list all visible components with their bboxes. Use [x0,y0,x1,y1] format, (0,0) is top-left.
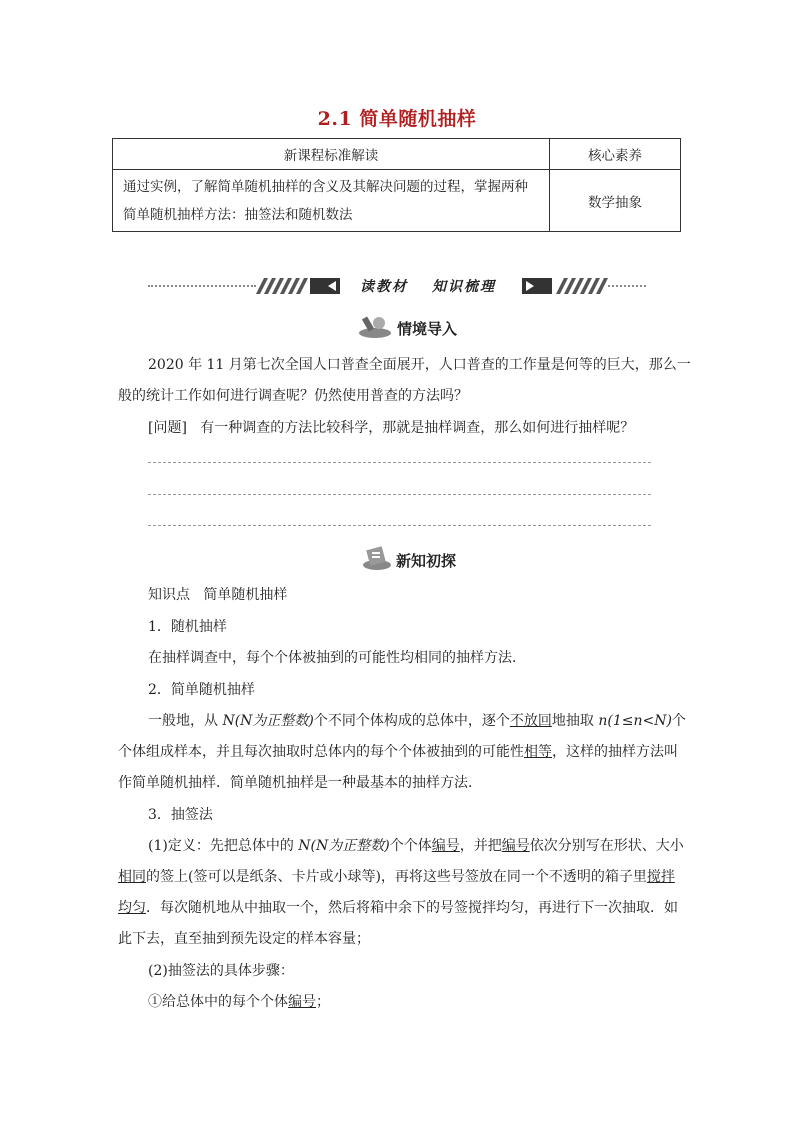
standards-table [112,138,681,232]
underlined-term: 相等 [524,744,552,760]
lottery-line-4: 此下去，直至抽到预先设定的样本容量； [118,931,370,947]
answer-line-1 [148,462,651,463]
text-segment: 个个体 [389,838,432,854]
underlined-term: 编号 [288,994,316,1010]
underlined-term: 编号 [431,838,460,854]
table-cell-literacy: 数学抽象 [550,170,681,232]
text-segment: ，这样的抽样方法叫 [552,744,678,760]
intro-para-line-1: 2020 年 11 月第七次全国人口普查全面展开，人口普查的工作量是何等的巨大，那么一 [148,357,691,373]
text-segment: 一般地，从 [148,713,223,729]
text-segment: 地抽取 [551,713,599,729]
text-segment: 个 [671,713,686,729]
text-segment: 个体组成样本，并且每次抽取时总体内的每个个体被抽到的可能性 [118,744,524,760]
knowledge-point-label: 知识点 [148,587,190,603]
standards-line-1: 通过实例，了解简单随机抽样的含义及其解决问题的过程，掌握两种 [123,178,528,195]
subhead-simple-random-sampling: 2．简单随机抽样 [148,682,255,698]
simple-sampling-line-1 [148,710,686,730]
knowledge-point [148,584,287,604]
text-segment: ．每次随机地从中抽取一个，然后将箱中余下的号签搅拌均匀，再进行下一次抽取．如 [146,900,678,916]
text-segment: 的签上(签可以是纸条、卡片或小球等)，再将这些号签放在同一个不透明的箱子里 [146,869,647,885]
text-segment: ，并把 [459,838,502,854]
random-sampling-text: 在抽样调查中，每个个体被抽到的可能性均相同的抽样方法． [148,650,526,666]
answer-line-3 [148,525,651,526]
lottery-line-1 [148,835,684,855]
banner-dotline-right [608,285,646,287]
text-segment: 依次分别写在形状、大小 [529,838,684,854]
standards-line-2: 简单随机抽样方法：抽签法和随机数法 [123,206,353,223]
subhead-random-sampling: 1．随机抽样 [148,619,227,635]
underlined-term: 均匀 [118,900,146,916]
question-text: 有一种调查的方法比较科学，那就是抽样调查，那么如何进行抽样呢？ [200,420,635,436]
new-knowledge-icon [362,545,392,571]
section-heading-scenario: 情境导入 [397,320,458,338]
formula-N: N(N为正整数) [298,838,390,854]
question-line [148,417,634,437]
underlined-term: 相同 [118,869,146,885]
scenario-icon [357,313,393,339]
lottery-step-1 [148,991,330,1011]
formula-N: N(N为正整数) [222,713,314,729]
lottery-steps-heading: (2)抽签法的具体步骤： [148,963,294,979]
page-title: 2.1 简单随机抽样 [317,108,477,130]
formula-n: n(1≤n<N) [598,713,672,729]
intro-para-line-2: 般的统计工作如何进行调查呢？仍然使用普查的方法吗？ [118,388,468,404]
underlined-term: 搅拌 [646,869,675,885]
text-segment: ； [316,994,330,1010]
underlined-term: 不放回 [509,713,552,729]
simple-sampling-line-2 [118,741,678,761]
question-tag: [问题] [148,420,187,436]
banner-knowledge: 知识梳理 [432,279,496,295]
banner-dotline-left [148,285,256,287]
text-segment: ①给总体中的每个个体 [148,994,288,1010]
simple-sampling-line-3: 作简单随机抽样．简单随机抽样是一种最基本的抽样方法． [118,775,482,791]
section-heading-new-knowledge: 新知初探 [396,552,457,570]
table-cell-standards [113,170,550,232]
text-segment: (1)定义：先把总体中的 [148,838,299,854]
table-header-standards: 新课程标准解读 [113,139,550,170]
table-header-literacy: 核心素养 [550,139,681,170]
answer-line-2 [148,494,651,495]
banner-read-textbook: 读教材 [360,279,408,295]
subhead-lottery-method: 3．抽签法 [148,807,213,823]
banner-stripe-right-icon [518,276,608,296]
text-segment: 个不同个体构成的总体中，逐个 [313,713,510,729]
underlined-term: 编号 [501,838,530,854]
lottery-line-2 [118,866,675,886]
banner-stripe-left-icon [256,276,346,296]
lottery-line-3 [118,897,678,917]
knowledge-point-title: 简单随机抽样 [203,587,288,603]
